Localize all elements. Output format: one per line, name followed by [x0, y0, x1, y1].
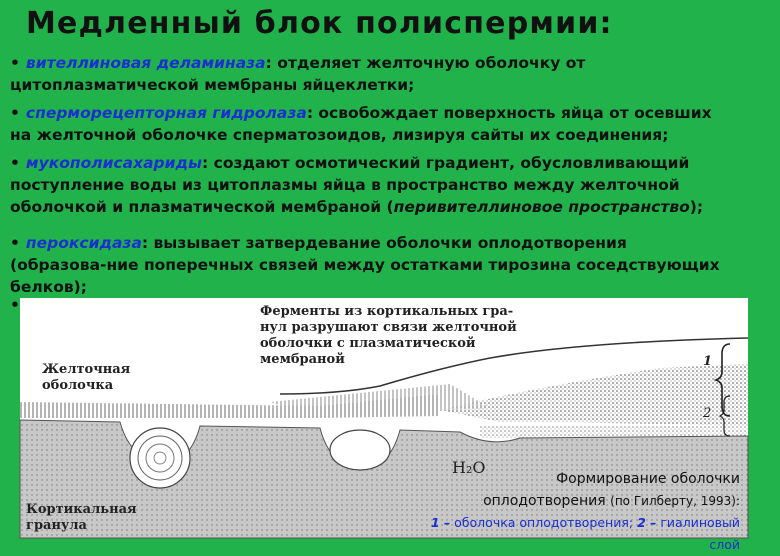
fertilization-envelope-figure [20, 298, 748, 552]
list-item-vitelline-delaminase [10, 52, 770, 96]
legend-text: оболочка оплодотворения; [450, 515, 638, 530]
bullet: • [10, 54, 20, 72]
term: мукополисахариды [25, 154, 203, 172]
empty-bullet: • [10, 296, 20, 314]
term: вителлиновая деламиназа [25, 54, 266, 72]
term-description: : освобождает поверхность яйца от осевших [306, 104, 712, 122]
term-description: : создают осмотический градиент, обусловливающий [202, 154, 690, 172]
bullet: • [10, 104, 20, 122]
h2o-label: H₂O [452, 458, 486, 477]
exocytosed-granule [330, 430, 390, 470]
legend-number: 1 – [430, 515, 451, 530]
legend-text: гиалиновый слой [656, 515, 740, 552]
term-description: : отделяет желточную оболочку от [265, 54, 586, 72]
term-description: : вызывает затвердевание оболочки оплодотворения [141, 234, 627, 252]
term: пероксидаза [25, 234, 142, 252]
caption-line: оплодотворения [483, 493, 606, 509]
perivitelline-space-term: перивителлиновое пространство [393, 198, 690, 216]
bullet: • [10, 154, 20, 172]
term: сперморецепторная гидролаза [25, 104, 307, 122]
list-item-peroxidase [10, 232, 770, 298]
marker-2-label: 2 [703, 406, 712, 421]
term-description-cont: (образова-ние поперечных связей между остатками тирозина соседствующих [10, 256, 720, 274]
legend-number: 2 – [637, 515, 657, 530]
fertilization-envelope [440, 364, 748, 426]
vitelline-envelope-label: Желточная оболочка [42, 362, 131, 393]
term-description-cont: на желточной оболочке сперматозоидов, лизируя сайты их соединения; [10, 126, 669, 144]
page-title: Медленный блок полиспермии: [26, 6, 613, 41]
term-description-end: белков); [10, 278, 87, 296]
caption-source: (по Гилберту, 1993): [610, 494, 740, 508]
list-item-sperm-receptor-hydrolase [10, 102, 770, 146]
enzymes-label: Ферменты из кортикальных гра- нул разрушают связи желточной оболочки с плазматической мембраной [260, 304, 517, 367]
list-item-mucopolysaccharides [10, 152, 770, 218]
cortical-granule-label: Кортикальная гранула [26, 502, 137, 533]
term-description-cont: поступление воды из цитоплазмы яйца в пространство между желточной [10, 176, 680, 194]
marker-1-label: 1 [703, 354, 713, 369]
figure-caption [410, 468, 740, 556]
term-description-cont: цитоплазматической мембраны яйцеклетки; [10, 76, 415, 94]
caption-legend [410, 512, 740, 556]
term-description-cont: оболочкой и плазматической мембраной ( [10, 198, 394, 216]
cortical-granule-icon [130, 428, 190, 488]
term-description-end: ); [689, 198, 704, 216]
bullet: • [10, 234, 20, 252]
caption-line: Формирование оболочки [556, 471, 740, 487]
